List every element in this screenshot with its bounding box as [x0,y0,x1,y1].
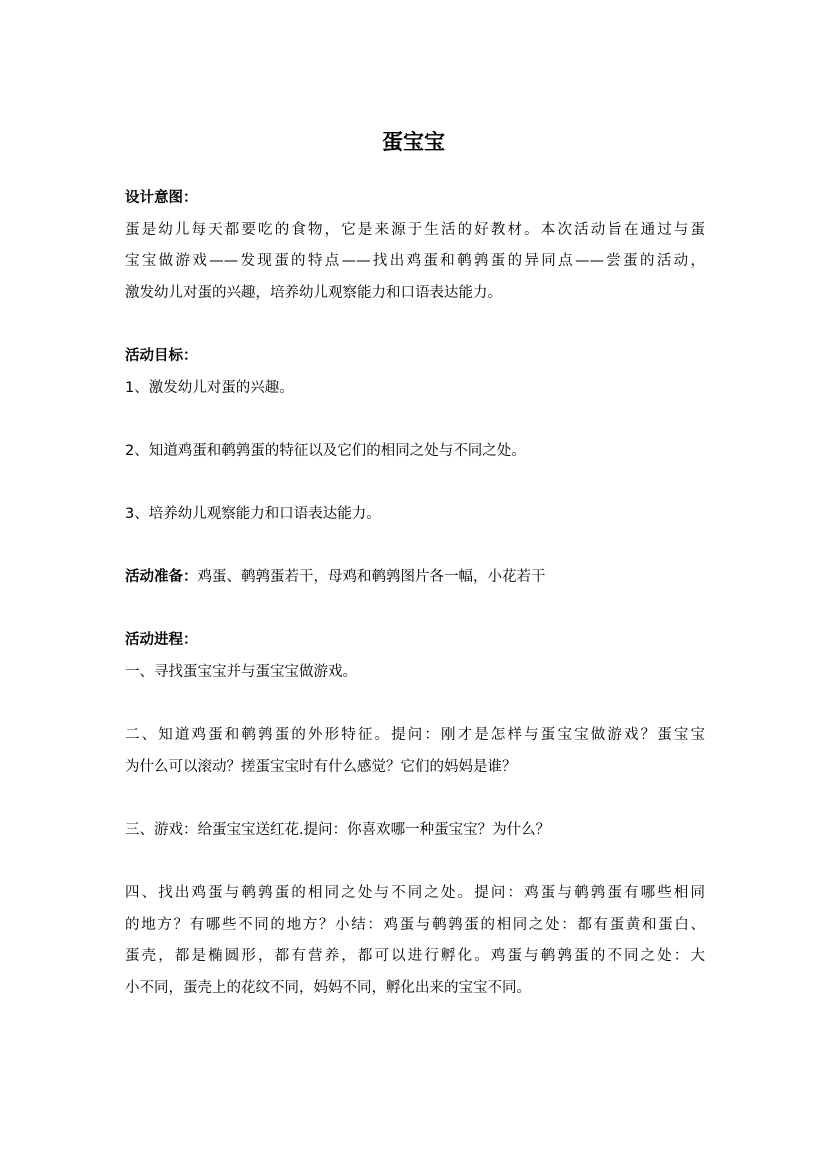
paragraph-gap [125,404,705,436]
process-step-4-line-1: 四、找出鸡蛋与鹌鹑蛋的相同之处与不同之处。提问：鸡蛋与鹌鹑蛋有哪些相同 [125,885,705,902]
goal-item-3: 3、培养幼儿观察能力和口语表达能力。 [125,505,381,522]
paragraph-gap [125,309,705,341]
paragraph-gap [125,594,705,626]
paragraph-gap [125,783,705,815]
process-step-1: 一、寻找蛋宝宝并与蛋宝宝做游戏。 [125,663,357,680]
process-step-4-line-4: 小不同，蛋壳上的花纹不同，妈妈不同，孵化出来的宝宝不同。 [125,979,531,996]
document-title: 蛋宝宝 [382,130,445,154]
process-step-2-line-1: 二、知道鸡蛋和鹌鹑蛋的外形特征。提问：刚才是怎样与蛋宝宝做游戏？蛋宝宝 [125,727,705,744]
paragraph-gap [125,689,705,721]
design-intent-heading: 设计意图： [125,190,198,206]
process-step-4-line-3: 蛋壳，都是椭圆形，都有营养，都可以进行孵化。鸡蛋与鹌鹑蛋的不同之处：大 [125,948,705,965]
preparation-text: 鸡蛋、鹌鹑蛋若干，母鸡和鹌鹑图片各一幅，小花若干 [197,569,546,586]
preparation-line [125,562,705,594]
design-intent-line-2: 宝宝做游戏——发现蛋的特点——找出鸡蛋和鹌鹑蛋的异同点——尝蛋的活动， [125,253,705,270]
goal-item-2: 2、知道鸡蛋和鹌鹑蛋的特征以及它们的相同之处与不同之处。 [125,442,526,459]
design-intent-line-1: 蛋是幼儿每天都要吃的食物，它是来源于生活的好教材。本次活动旨在通过与蛋 [125,221,705,238]
process-step-3: 三、游戏：给蛋宝宝送红花.提问：你喜欢哪一种蛋宝宝？为什么？ [125,821,551,838]
design-intent-line-3: 激发幼儿对蛋的兴趣，培养幼儿观察能力和口语表达能力。 [125,284,502,301]
document-body [125,183,705,1004]
process-step-2-line-2: 为什么可以滚动？搓蛋宝宝时有什么感觉？它们的妈妈是谁？ [125,758,517,775]
process-step-4-line-2: 的地方？有哪些不同的地方？小结：鸡蛋与鹌鹑蛋的相同之处：都有蛋黄和蛋白、 [125,916,705,933]
goal-item-1: 1、激发幼儿对蛋的兴趣。 [125,379,294,396]
process-heading: 活动进程： [125,632,198,649]
paragraph-gap [125,531,705,563]
goals-heading: 活动目标： [125,347,198,364]
paragraph-gap [125,467,705,499]
paragraph-gap [125,846,705,878]
preparation-label: 活动准备： [125,569,198,586]
